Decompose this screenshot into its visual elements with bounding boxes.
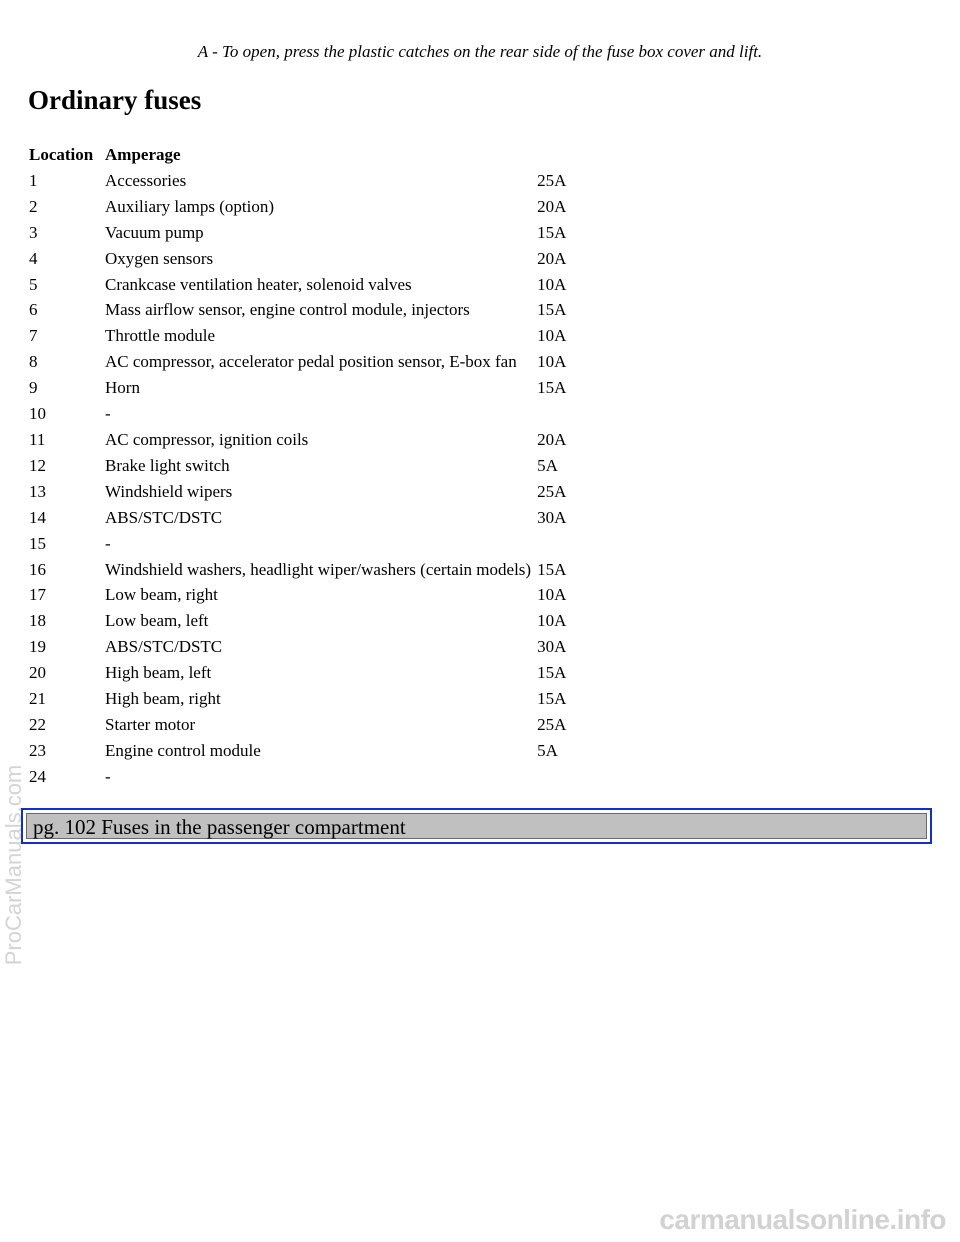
fuse-amperage: 20A: [537, 429, 567, 449]
fuse-circuit: Low beam, left: [105, 611, 209, 631]
nav-link-passenger-fuses[interactable]: pg. 102 Fuses in the passenger compartment: [26, 813, 927, 839]
fuse-amperage: 25A: [537, 170, 567, 190]
side-watermark-text: ProCarManuals.com: [1, 764, 26, 966]
fuse-location: 9: [29, 378, 38, 398]
figure-caption: A - To open, press the plastic catches on the rear side of the fuse box cover and lift.: [197, 42, 763, 61]
table-row: [26, 764, 569, 790]
watermark-logo: carmanualsonline.info: [659, 1204, 946, 1235]
fuse-circuit: High beam, left: [105, 663, 212, 683]
fuse-circuit: AC compressor, accelerator pedal position sensor, E-box fan: [105, 352, 517, 372]
fuse-amperage: 15A: [537, 559, 567, 579]
fuse-table-body: [26, 168, 569, 790]
fuse-amperage: 15A: [537, 663, 567, 683]
caption-area: [0, 0, 960, 70]
table-row: [26, 738, 569, 764]
fuse-circuit: Brake light switch: [105, 455, 230, 475]
fuse-amperage: 20A: [537, 196, 567, 216]
fuse-amperage: 25A: [537, 714, 567, 734]
table-row: [26, 531, 569, 557]
fuse-location: 6: [29, 300, 38, 320]
fuse-circuit: High beam, right: [105, 689, 221, 709]
table-row: [26, 453, 569, 479]
table-row: [26, 712, 569, 738]
table-row: [26, 349, 569, 375]
fuse-location: 11: [29, 429, 46, 449]
table-header-row: [26, 142, 569, 168]
fuse-amperage: 25A: [537, 481, 567, 501]
fuse-circuit: Crankcase ventilation heater, solenoid valves: [105, 274, 412, 294]
header-rating: [534, 142, 569, 168]
fuse-location: 16: [29, 559, 46, 579]
fuse-amperage: 15A: [537, 300, 567, 320]
table-row: [26, 505, 569, 531]
table-row: [26, 194, 569, 220]
fuse-amperage: 10A: [537, 611, 567, 631]
fuse-location: 3: [29, 222, 38, 242]
fuse-location: 18: [29, 611, 46, 631]
fuse-location: 19: [29, 637, 46, 657]
fuse-location: 1: [29, 170, 38, 190]
fuse-amperage: 10A: [537, 585, 567, 605]
table-row: [26, 246, 569, 272]
table-row: [26, 272, 569, 298]
fuse-circuit: -: [105, 533, 111, 553]
fuse-location: 22: [29, 714, 46, 734]
fuse-circuit: -: [105, 404, 111, 424]
table-row: [26, 323, 569, 349]
fuse-amperage: [534, 764, 569, 790]
fuse-circuit: AC compressor, ignition coils: [105, 429, 309, 449]
side-watermark: [2, 495, 26, 1235]
fuse-circuit: Oxygen sensors: [105, 248, 214, 268]
fuse-location: 7: [29, 326, 38, 346]
fuse-location: 23: [29, 740, 46, 760]
header-amperage: Amperage: [105, 145, 181, 164]
fuse-amperage: [534, 531, 569, 557]
fuse-location: 4: [29, 248, 38, 268]
fuse-circuit: Horn: [105, 378, 140, 398]
fuse-amperage: 10A: [537, 352, 567, 372]
table-row: [26, 582, 569, 608]
fuse-location: 12: [29, 455, 46, 475]
fuse-location: 15: [29, 533, 46, 553]
table-row: [26, 608, 569, 634]
fuse-location: 10: [29, 404, 46, 424]
nav-link-box[interactable]: [21, 808, 932, 844]
table-row: [26, 297, 569, 323]
fuse-circuit: Starter motor: [105, 714, 196, 734]
fuse-amperage: 20A: [537, 248, 567, 268]
page-title: Ordinary fuses: [28, 85, 202, 115]
table-row: [26, 660, 569, 686]
fuse-amperage: 15A: [537, 689, 567, 709]
table-row: [26, 686, 569, 712]
fuse-amperage: 15A: [537, 378, 567, 398]
table-row: [26, 401, 569, 427]
fuse-location: 2: [29, 196, 38, 216]
fuse-circuit: Engine control module: [105, 740, 261, 760]
fuse-amperage: 30A: [537, 507, 567, 527]
fuse-circuit: Throttle module: [105, 326, 216, 346]
fuse-circuit: Mass airflow sensor, engine control module, injectors: [105, 300, 470, 320]
fuse-location: 21: [29, 689, 46, 709]
fuse-circuit: ABS/STC/DSTC: [105, 507, 223, 527]
fuse-amperage: 10A: [537, 326, 567, 346]
table-row: [26, 168, 569, 194]
fuse-circuit: Vacuum pump: [105, 222, 204, 242]
fuse-table: [26, 142, 569, 790]
fuse-location: 14: [29, 507, 46, 527]
fuse-location: 13: [29, 481, 46, 501]
fuse-circuit: Auxiliary lamps (option): [105, 196, 275, 216]
header-location: Location: [29, 145, 94, 164]
fuse-location: 24: [29, 766, 46, 786]
fuse-amperage: [534, 401, 569, 427]
table-row: [26, 220, 569, 246]
fuse-circuit: Windshield wipers: [105, 481, 233, 501]
table-row: [26, 479, 569, 505]
fuse-location: 20: [29, 663, 46, 683]
table-row: [26, 427, 569, 453]
fuse-amperage: 5A: [537, 455, 558, 475]
fuse-circuit: -: [105, 766, 111, 786]
table-row: [26, 634, 569, 660]
fuse-location: 5: [29, 274, 38, 294]
fuse-location: 17: [29, 585, 46, 605]
fuse-circuit: Accessories: [105, 170, 187, 190]
table-row: [26, 375, 569, 401]
fuse-amperage: 5A: [537, 740, 558, 760]
fuse-circuit: Low beam, right: [105, 585, 218, 605]
fuse-amperage: 10A: [537, 274, 567, 294]
table-row: [26, 557, 569, 583]
fuse-amperage: 15A: [537, 222, 567, 242]
fuse-circuit: ABS/STC/DSTC: [105, 637, 223, 657]
fuse-circuit: Windshield washers, headlight wiper/washers (certain models): [105, 559, 532, 579]
fuse-amperage: 30A: [537, 637, 567, 657]
fuse-location: 8: [29, 352, 38, 372]
